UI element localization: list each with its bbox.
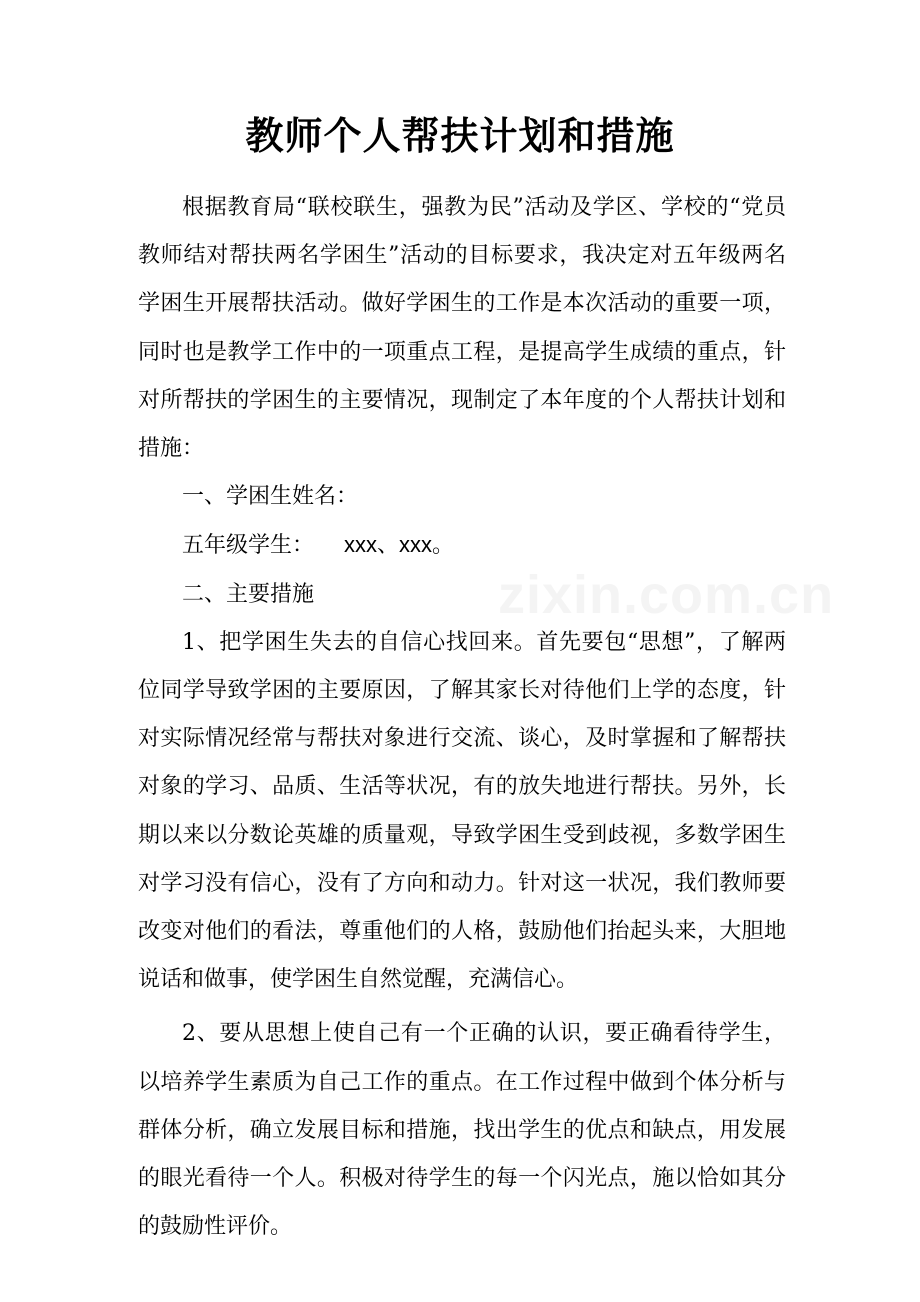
students-label: 五年级学生：	[182, 533, 315, 559]
measure-paragraph-2: 2、要从思想上使自己有一个正确的认识，要正确看待学生，以培养学生素质为自己工作的重点。在工作过程中做到个体分析与群体分析，确立发展目标和措施，找出学生的优点和缺点，用发展的眼光看待一个人。积极对待学生的每一个闪光点，施以恰如其分的鼓励性评价。	[138, 1021, 786, 1240]
document-body	[138, 184, 786, 1251]
watermark: zixin.com.cn	[498, 565, 835, 625]
section-heading-measures: 二、主要措施	[182, 581, 315, 607]
document-title: 教师个人帮扶计划和措施	[245, 113, 675, 158]
measure-paragraph-1: 1、把学困生失去的自信心找回来。首先要包“思想”，了解两位同学导致学困的主要原因，了解其家长对待他们上学的态度，针对实际情况经常与帮扶对象进行交流、谈心，及时掌握和了解帮扶对象的学习、品质、生活等状况，有的放失地进行帮扶。另外，长期以来以分数论英雄的质量观，导致学困生受到歧视，多数学困生对学习没有信心，没有了方向和动力。针对这一状况，我们教师要改变对他们的看法，尊重他们的人格，鼓励他们抬起头来，大胆地说话和做事，使学困生自然觉醒，充满信心。	[138, 629, 786, 993]
students-line	[138, 521, 786, 570]
section-heading-students: 一、学困生姓名：	[182, 484, 359, 510]
intro-paragraph: 根据教育局“联校联生，强教为民”活动及学区、学校的“党员教师结对帮扶两名学困生”活动的目标要求，我决定对五年级两名学困生开展帮扶活动。做好学困生的工作是本次活动的重要一项，同时也是教学工作中的一项重点工程，是提高学生成绩的重点，针对所帮扶的学困生的主要情况，现制定了本年度的个人帮扶计划和措施：	[138, 195, 786, 462]
students-names: xxx、xxx。	[344, 532, 455, 558]
